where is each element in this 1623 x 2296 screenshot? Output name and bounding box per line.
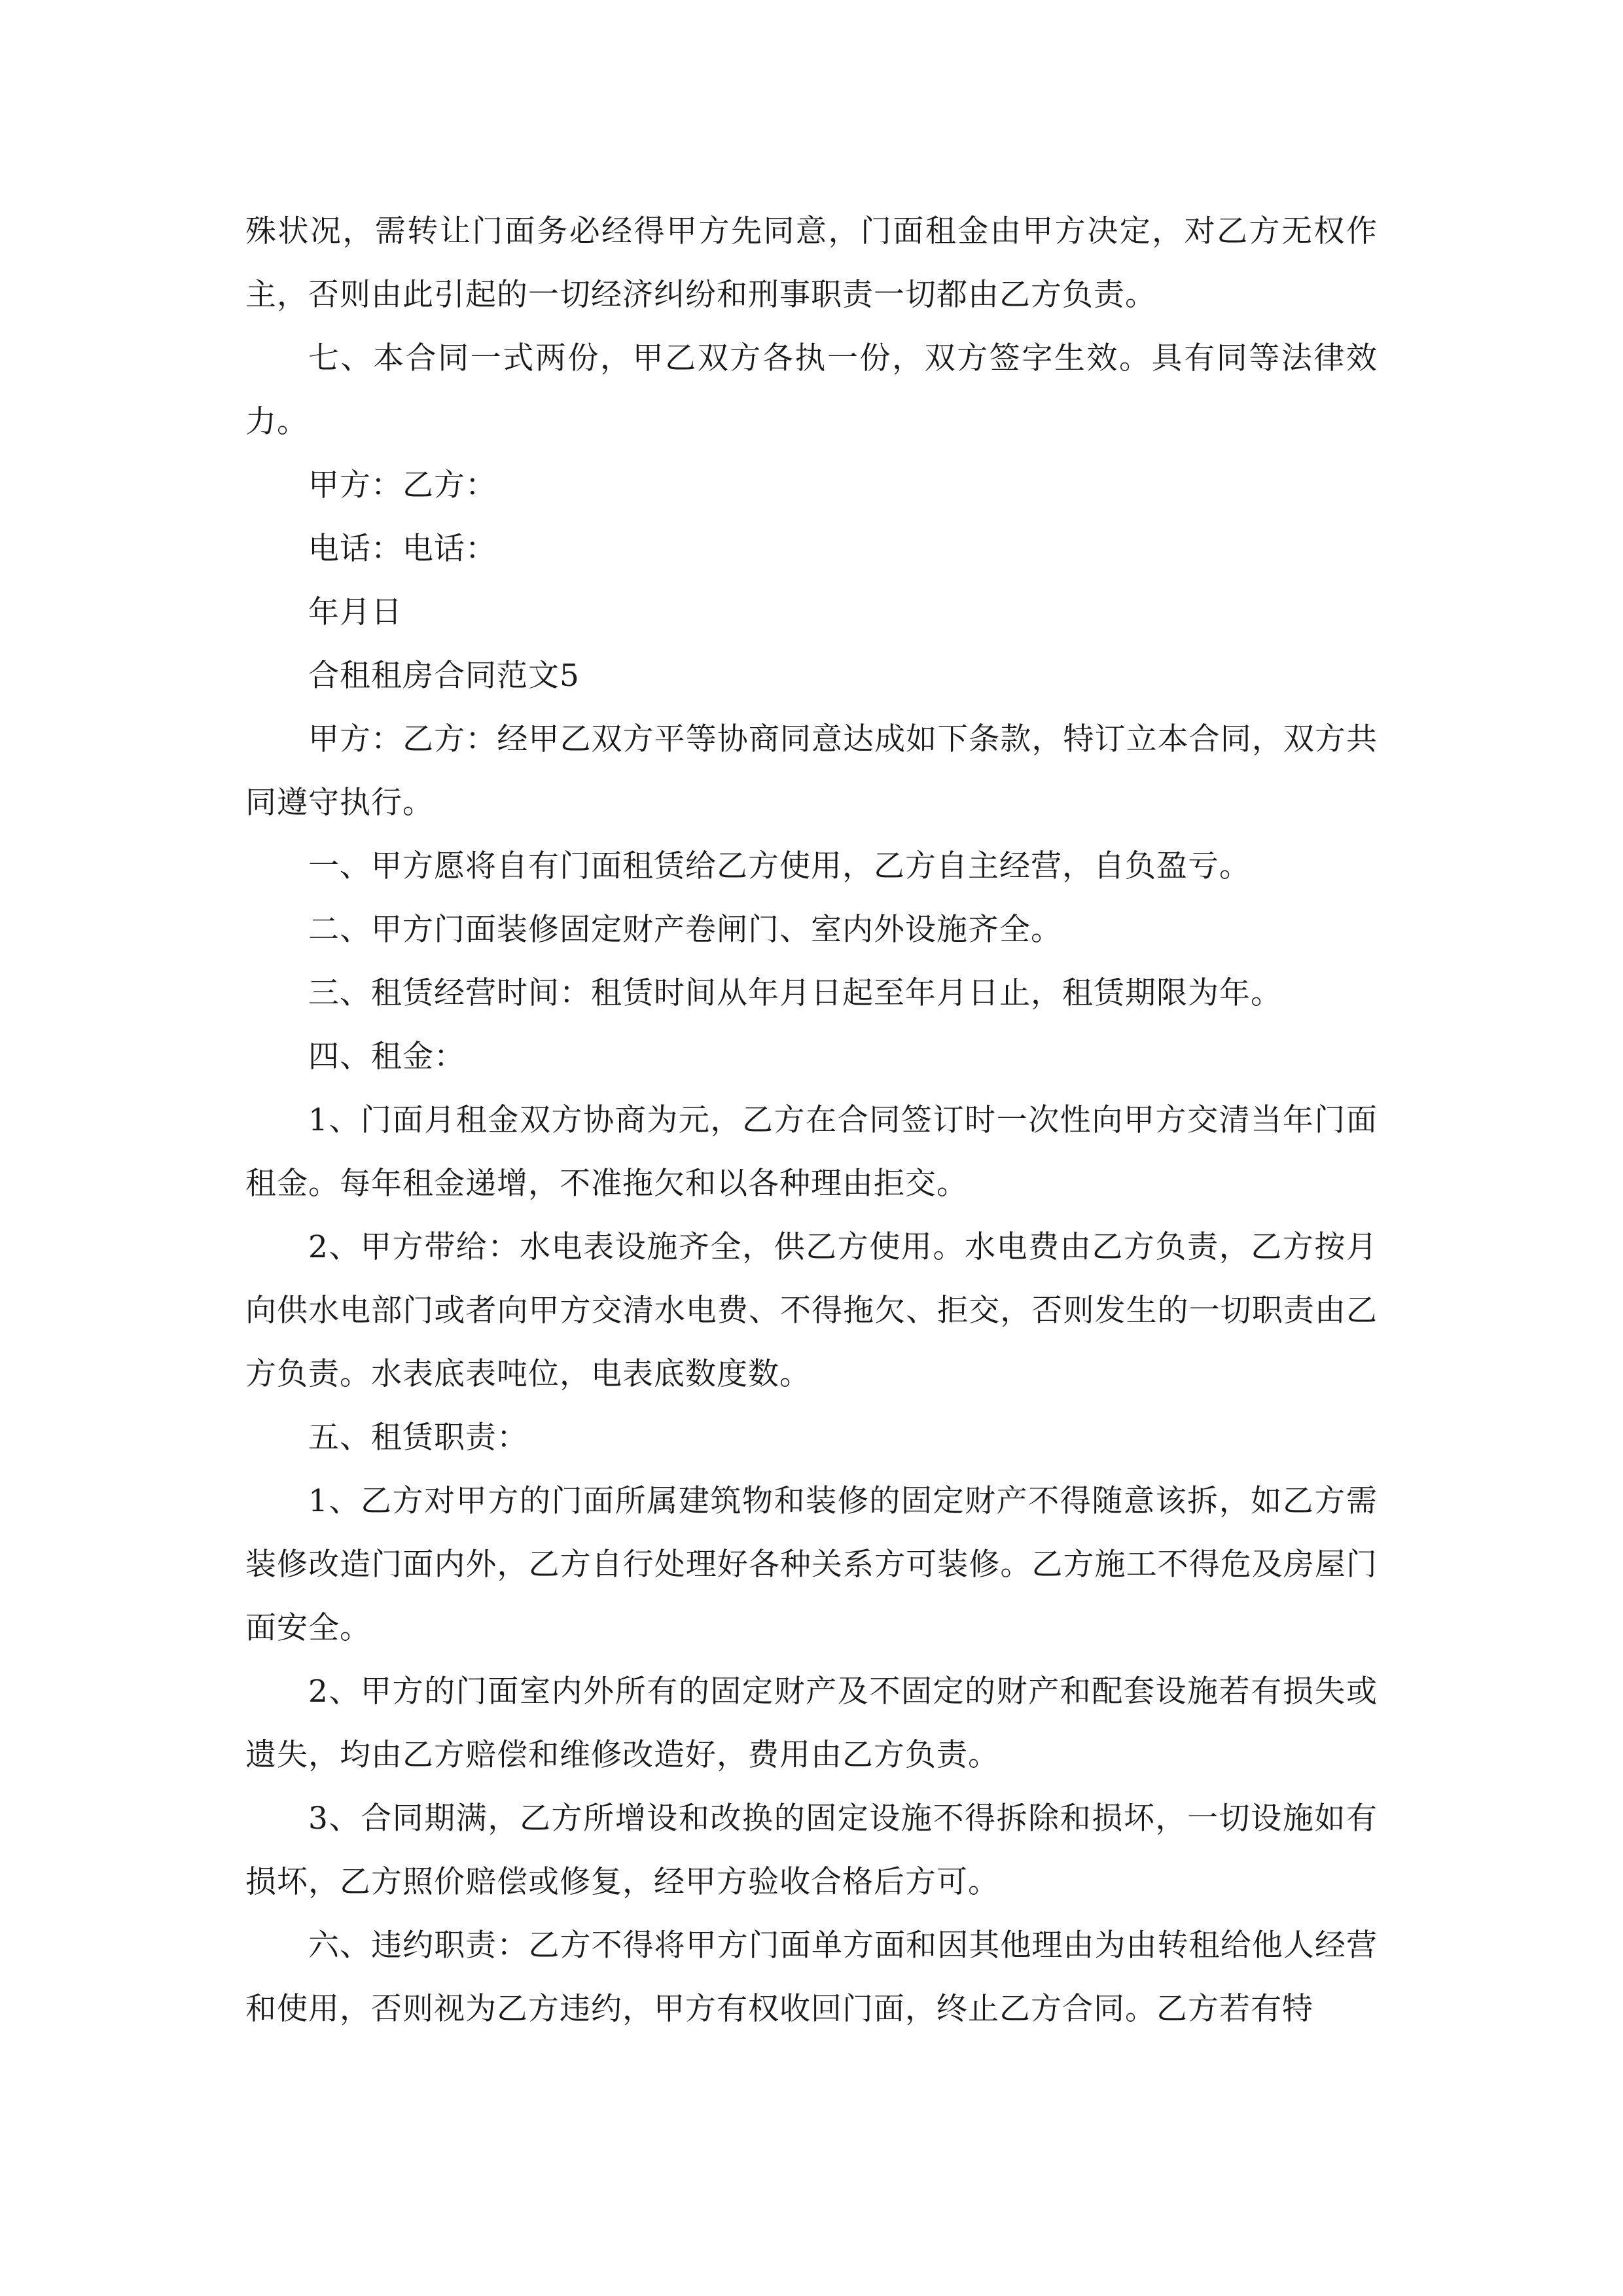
clause-four-item-1: 1、门面月租金双方协商为元，乙方在合同签订时一次性向甲方交清当年门面租金。每年租金递增，不准拖欠和以各种理由拒交。 [245, 1102, 1378, 1202]
clause-five-item-2: 2、甲方的门面室内外所有的固定财产及不固定的财产和配套设施若有损失或遗失，均由乙方赔偿和维修改造好，费用由乙方负责。 [245, 1674, 1378, 1773]
clause-six: 六、违约职责：乙方不得将甲方门面单方面和因其他理由为由转租给他人经营和使用，否则视为乙方违约，甲方有权收回门面，终止乙方合同。乙方若有特 [245, 1928, 1378, 2027]
contract-preamble: 甲方：乙方：经甲乙双方平等协商同意达成如下条款，特订立本合同，双方共同遵守执行。 [245, 721, 1378, 821]
clause-five-heading: 五、租赁职责： [308, 1420, 528, 1456]
clause-four-item-2: 2、甲方带给：水电表设施齐全，供乙方使用。水电费由乙方负责，乙方按月向供水电部门或者向甲方交清水电费、不得拖欠、拒交，否则发生的一切职责由乙方负责。水表底表吨位，电表底数度数。 [245, 1229, 1378, 1392]
signature-parties: 甲方：乙方： [308, 467, 497, 503]
clause-four-heading: 四、租金： [308, 1039, 465, 1075]
signature-date: 年月日 [308, 594, 402, 630]
clause-seven: 七、本合同一式两份，甲乙双方各执一份，双方签字生效。具有同等法律效力。 [245, 340, 1378, 440]
clause-two: 二、甲方门面装修固定财产卷闸门、室内外设施齐全。 [308, 912, 1062, 948]
clause-one: 一、甲方愿将自有门面租赁给乙方使用，乙方自主经营，自负盈亏。 [308, 848, 1251, 884]
signature-phones: 电话：电话： [308, 531, 497, 567]
section-title: 合租租房合同范文5 [308, 658, 580, 694]
paragraph-continuation: 殊状况，需转让门面务必经得甲方先同意，门面租金由甲方决定，对乙方无权作主，否则由此引起的一切经济纠纷和刑事职责一切都由乙方负责。 [245, 213, 1378, 313]
clause-five-item-3: 3、合同期满，乙方所增设和改换的固定设施不得拆除和损坏，一切设施如有损坏，乙方照价赔偿或修复，经甲方验收合格后方可。 [245, 1801, 1378, 1900]
document-body [245, 200, 1378, 2041]
clause-five-item-1: 1、乙方对甲方的门面所属建筑物和装修的固定财产不得随意该拆，如乙方需装修改造门面内外，乙方自行处理好各种关系方可装修。乙方施工不得危及房屋门面安全。 [245, 1483, 1378, 1646]
clause-three: 三、租赁经营时间：租赁时间从年月日起至年月日止，租赁期限为年。 [308, 975, 1282, 1011]
